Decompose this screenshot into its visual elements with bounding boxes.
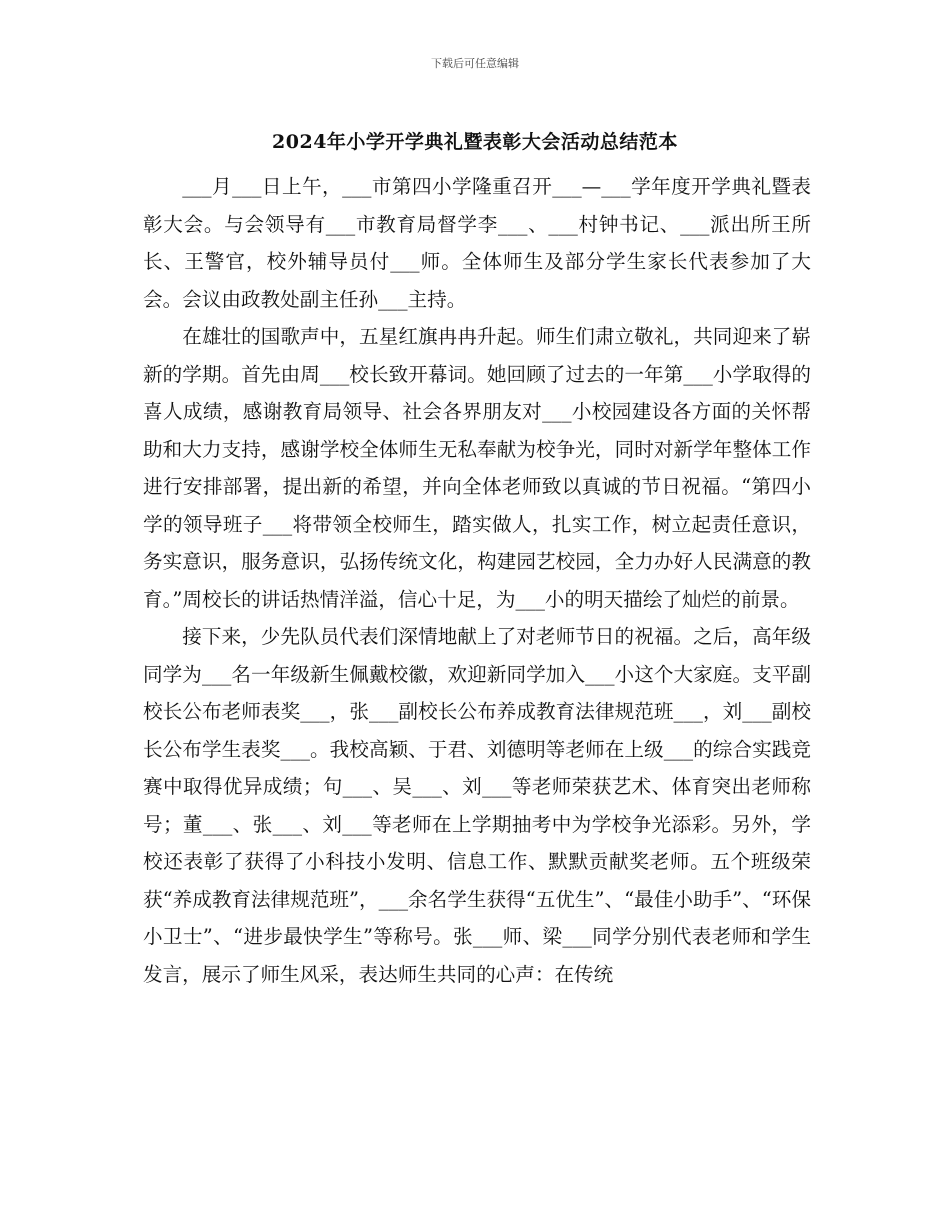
page-header-note: 下载后可任意编辑 [431,57,519,70]
document-title: 2024年小学开学典礼暨表彰大会活动总结范本 [272,131,678,153]
paragraph-opening: ___月___日上午，___市第四小学隆重召开___—___学年度开学典礼暨表彰大会。与会领导有___市教育局督学李___、___村钟书记、___派出所王所长、王警官，校外辅导员付___师。全体师生及部分学生家长代表参加了大会。会议由政教处副主任孙___主持。 [143,175,811,311]
document-body [143,168,811,993]
paragraph-awards: 接下来，少先队员代表们深情地献上了对老师节日的祝福。之后，高年级同学为___名一年级新生佩戴校徽，欢迎新同学加入___小这个大家庭。支平副校长公布老师表奖___，张___副校长公布养成教育法律规范班___，刘___副校长公布学生表奖___。我校高颖、于君、刘德明等老师在上级___的综合实践竞赛中取得优异成绩；句___、吴___、刘___等老师荣获艺术、体育突出老师称号；董___、张___、刘___等老师在上学期抽考中为学校争光添彩。另外，学校还表彰了获得了小科技小发明、信息工作、默默贡献奖老师。五个班级荣获“养成教育法律规范班”，___余名学生获得“五优生”、“最佳小助手”、“环保小卫士”、“进步最快学生”等称号。张___师、梁___同学分别代表老师和学生发言，展示了师生风采，表达师生共同的心声：在传统 [143,625,811,986]
paragraph-principal-speech: 在雄壮的国歌声中，五星红旗冉冉升起。师生们肃立敬礼，共同迎来了崭新的学期。首先由周___校长致开幕词。她回顾了过去的一年第___小学取得的喜人成绩，感谢教育局领导、社会各界朋友对___小校园建设各方面的关怀帮助和大力支持，感谢学校全体师生无私奉献为校争光，同时对新学年整体工作进行安排部署，提出新的希望，并向全体老师致以真诚的节日祝福。“第四小学的领导班子___将带领全校师生，踏实做人，扎实工作，树立起责任意识，务实意识，服务意识，弘扬传统文化，构建园艺校园，全力办好人民满意的教育。”周校长的讲话热情洋溢，信心十足，为___小的明天描绘了灿烂的前景。 [143,325,811,611]
